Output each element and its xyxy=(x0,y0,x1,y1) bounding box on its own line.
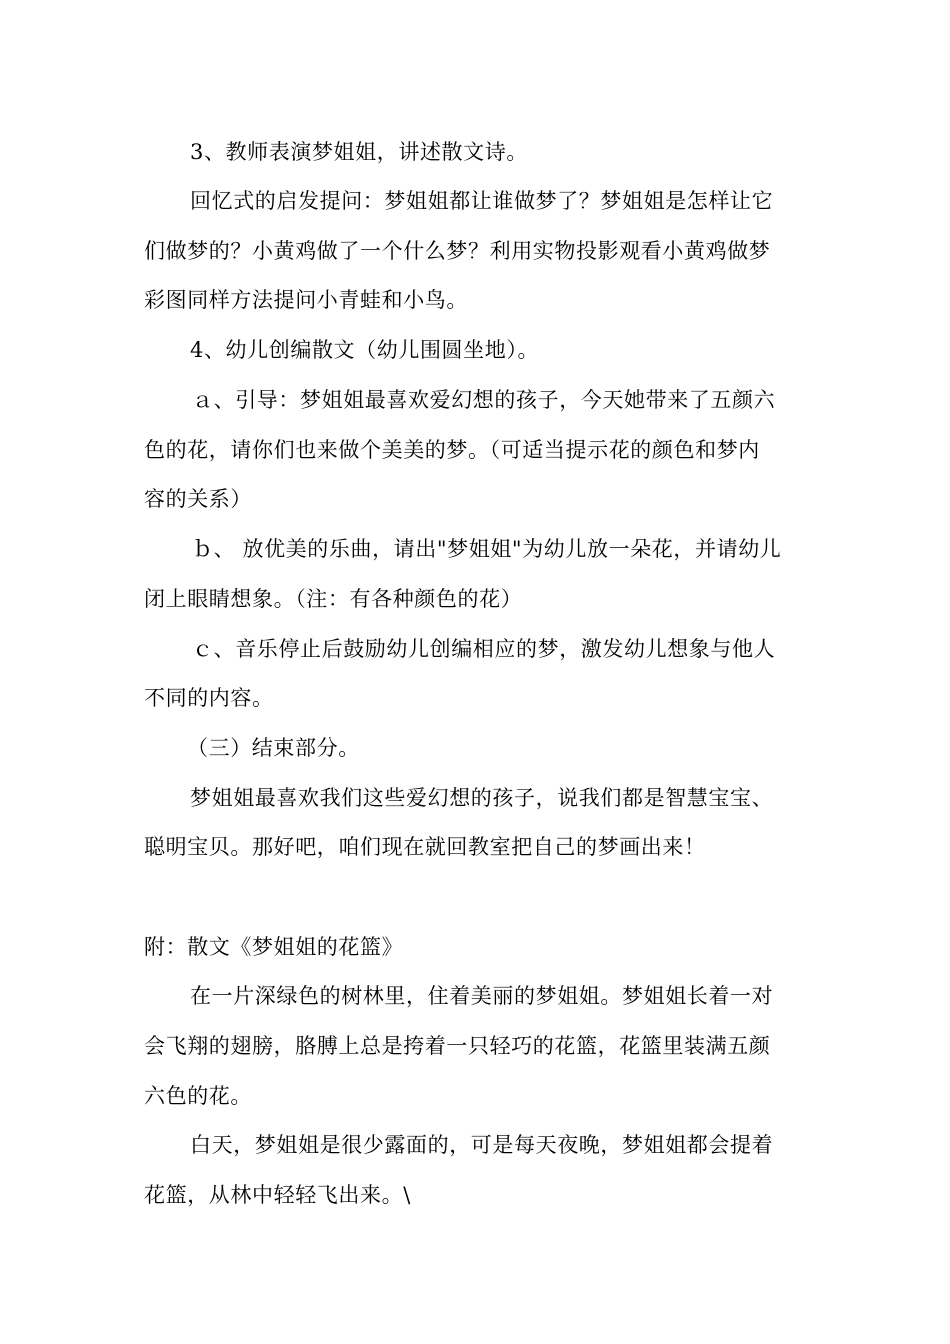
paragraph-line: 白天，梦姐姐是很少露面的，可是每天夜晚，梦姐姐都会提着 xyxy=(190,1133,774,1157)
paragraph-line: 3、教师表演梦姐姐，讲述散文诗。 xyxy=(190,140,528,164)
paragraph-line: ｂ、 放优美的乐曲，请出"梦姐姐"为幼儿放一朵花，并请幼儿 xyxy=(192,537,782,561)
paragraph-line: 回忆式的启发提问：梦姐姐都让谁做梦了？梦姐姐是怎样让它 xyxy=(190,189,774,213)
appendix-title: 附：散文《梦姐姐的花篮》 xyxy=(144,935,404,959)
paragraph-line: 会飞翔的翅膀，胳膊上总是挎着一只轻巧的花篮，花篮里装满五颜 xyxy=(144,1034,771,1058)
paragraph-line: 容的关系） xyxy=(144,487,252,511)
paragraph-line: 在一片深绿色的树林里，住着美丽的梦姐姐。梦姐姐长着一对 xyxy=(190,984,774,1008)
paragraph-line: 色的花，请你们也来做个美美的梦。（可适当提示花的颜色和梦内 xyxy=(144,438,760,462)
paragraph-line: 梦姐姐最喜欢我们这些爱幻想的孩子，说我们都是智慧宝宝、 xyxy=(190,786,774,810)
paragraph-line: 们做梦的？小黄鸡做了一个什么梦？利用实物投影观看小黄鸡做梦 xyxy=(144,239,771,263)
paragraph-line: 六色的花。 xyxy=(144,1084,252,1108)
paragraph-line: ａ、引导：梦姐姐最喜欢爱幻想的孩子，今天她带来了五颜六 xyxy=(192,388,776,412)
paragraph-line: 聪明宝贝。那好吧，咱们现在就回教室把自己的梦画出来！ xyxy=(144,835,706,859)
section-heading: （三）结束部分。 xyxy=(187,736,360,760)
paragraph-line: 不同的内容。 xyxy=(144,686,274,710)
paragraph-line: ｃ、音乐停止后鼓励幼儿创编相应的梦，激发幼儿想象与他人 xyxy=(192,637,776,661)
paragraph-line: 闭上眼睛想象。（注：有各种颜色的花） xyxy=(144,587,523,611)
paragraph-line: 花篮，从林中轻轻飞出来。\ xyxy=(144,1183,411,1207)
paragraph-line: 4、幼儿创编散文（幼儿围圆坐地）。 xyxy=(190,338,540,362)
paragraph-line: 彩图同样方法提问小青蛙和小鸟。 xyxy=(144,288,468,312)
